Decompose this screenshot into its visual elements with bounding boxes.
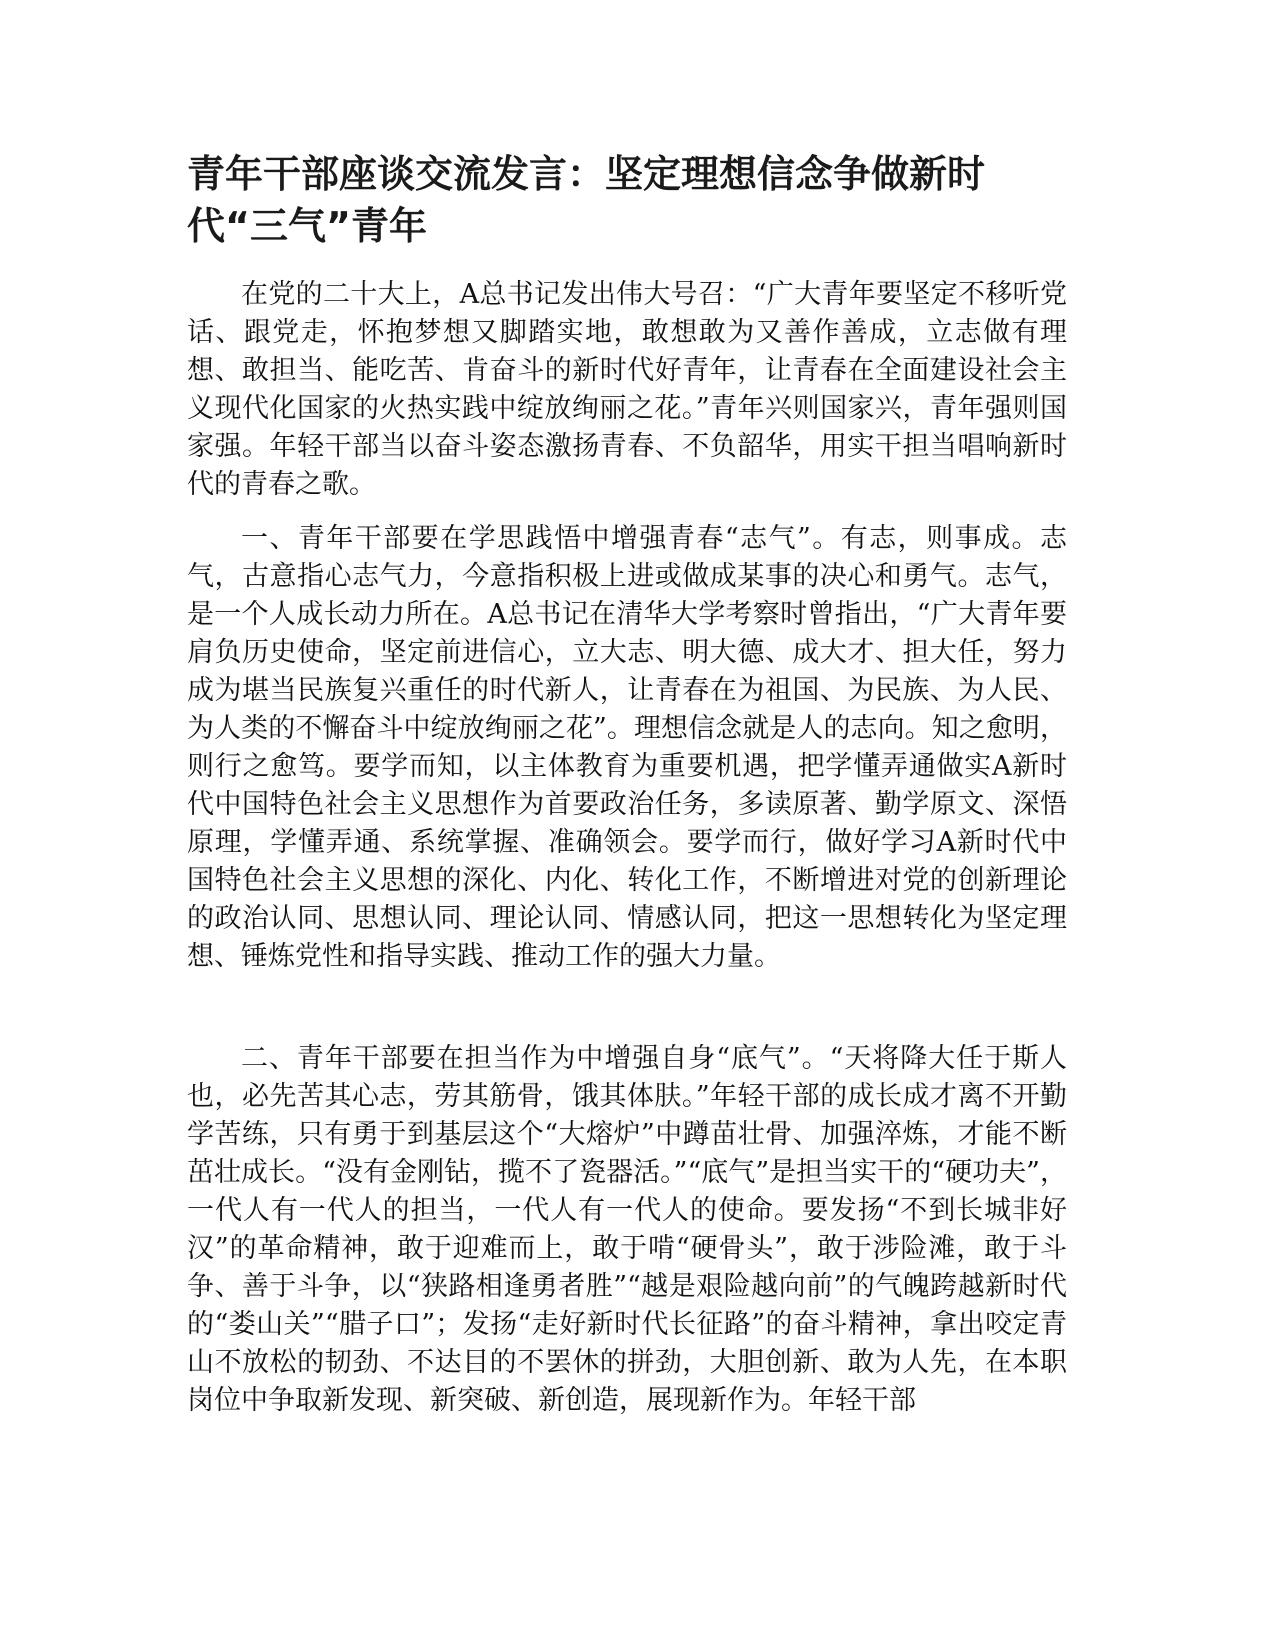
paragraph-section-two: 二、青年干部要在担当作为中增强自身“底气”。“天将降大任于斯人也，必先苦其心志，劳其筋骨，饿其体肤。”年轻干部的成长成才离不开勤学苦练，只有勇于到基层这个“大熔炉”中蹲苗壮骨、加强淬炼，才能不断茁壮成长。“没有金刚钻，揽不了瓷器活。”“底气”是担当实干的“硬功夫”，一代人有一代人的担当，一代人有一代人的使命。要发扬“不到长城非好汉”的革命精神，敢于迎难而上，敢于啃“硬骨头”，敢于涉险滩，敢于斗争、善于斗争，以“狭路相逢勇者胜”“越是艰险越向前”的气魄跨越新时代的“娄山关”“腊子口”；发扬“走好新时代长征路”的奋斗精神，拿出咬定青山不放松的韧劲、不达目的不罢休的拼劲，大胆创新、敢为人先，在本职岗位中争取新发现、新突破、新创造，展现新作为。年轻干部 bbox=[187, 1043, 1067, 1416]
paragraph-section-one: 一、青年干部要在学思践悟中增强青春“志气”。有志，则事成。志气，古意指心志气力，今意指积极上进或做成某事的决心和勇气。志气，是一个人成长动力所在。A总书记在清华大学考察时曾指出，“广大青年要肩负历史使命，坚定前进信心，立大志、明大德、成大才、担大任，努力成为堪当民族复兴重任的时代新人，让青春在为祖国、为民族、为人民、为人类的不懈奋斗中绽放绚丽之花”。理想信念就是人的志向。知之愈明，则行之愈笃。要学而知，以主体教育为重要机遇，把学懂弄通做实A新时代中国特色社会主义思想作为首要政治任务，多读原著、勤学原文、深悟原理，学懂弄通、系统掌握、准确领会。要学而行，做好学习A新时代中国特色社会主义思想的深化、内化、转化工作，不断增进对党的创新理论的政治认同、思想认同、理论认同、情感认同，把这一思想转化为坚定理想、锤炼党性和指导实践、推动工作的强大力量。 bbox=[187, 523, 1067, 972]
paragraph-intro: 在党的二十大上，A总书记发出伟大号召：“广大青年要坚定不移听党话、跟党走，怀抱梦想又脚踏实地，敢想敢为又善作善成，立志做有理想、敢担当、能吃苦、肯奋斗的新时代好青年，让青春在全面建设社会主义现代化国家的火热实践中绽放绚丽之花。”青年兴则国家兴，青年强则国家强。年轻干部当以奋斗姿态激扬青春、不负韶华，用实干担当唱响新时代的青春之歌。 bbox=[187, 279, 1067, 500]
document-title: 青年干部座谈交流发言：坚定理想信念争做新时代“三气”青年 bbox=[187, 152, 986, 248]
